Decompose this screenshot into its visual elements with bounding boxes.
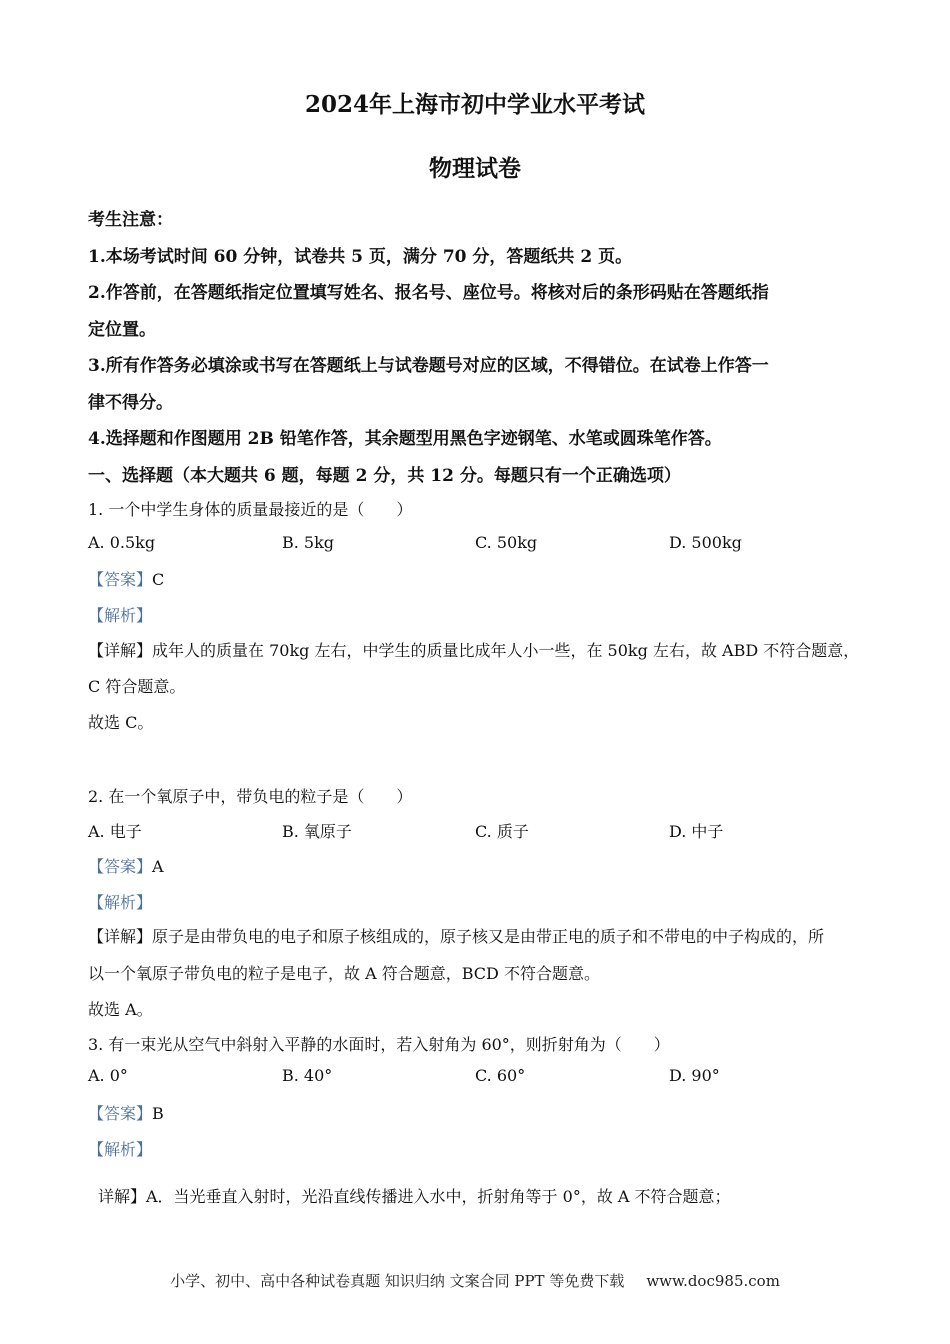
question-stem: 2. 在一个氧原子中，带负电的粒子是（ ） [88,787,413,806]
option-c: C. 50kg [475,533,538,552]
detail-line: C 符合题意。 [88,677,186,696]
question-stem: 1. 一个中学生身体的质量最接近的是（ ） [88,500,413,519]
option-d: D. 中子 [669,822,724,841]
detail-line: 详解】A．当光垂直入射时，光沿直线传播进入水中，折射角等于 0°，故 A 不符合题意； [98,1187,731,1206]
page-subtitle: 物理试卷 [429,155,521,182]
notice-item: 2.作答前，在答题纸指定位置填写姓名、报名号、座位号。将核对后的条形码贴在答题纸指 [88,283,769,303]
answer-tag: 【答案】 [88,570,153,589]
notice-heading: 考生注意： [88,210,173,230]
answer-value: C [152,570,165,589]
option-a: A. 电子 [88,822,142,841]
detail-line: 【详解】原子是由带负电的电子和原子核组成的，原子核又是由带正电的质子和不带电的中子构成的，所 [88,927,825,946]
answer-value: B [152,1104,164,1123]
answer-line [88,567,164,590]
page-footer [0,1270,950,1291]
answer-line [88,1101,164,1124]
conclusion: 故选 A。 [88,1000,153,1019]
analysis-tag: 【解析】 [88,1140,153,1159]
analysis-tag: 【解析】 [88,606,153,625]
analysis-tag: 【解析】 [88,893,153,912]
answer-tag: 【答案】 [88,1104,153,1123]
option-d: D. 500kg [669,533,742,552]
option-b: B. 5kg [282,533,335,552]
option-c: C. 质子 [475,822,529,841]
option-b: B. 氧原子 [282,822,352,841]
notice-item: 1.本场考试时间 60 分钟，试卷共 5 页，满分 70 分，答题纸共 2 页。 [88,247,633,267]
page-title: 2024年上海市初中学业水平考试 [304,91,645,118]
footer-text: 小学、初中、高中各种试卷真题 知识归纳 文案合同 PPT 等免费下载 [170,1272,625,1290]
question-stem: 3. 有一束光从空气中斜射入平静的水面时，若入射角为 60°，则折射角为（ ） [88,1035,670,1054]
detail-line: 【详解】成年人的质量在 70kg 左右，中学生的质量比成年人小一些，在 50kg 左右，故 ABD 不符合题意， [88,641,860,660]
option-d: D. 90° [669,1066,720,1085]
option-b: B. 40° [282,1066,333,1085]
answer-tag: 【答案】 [88,857,153,876]
detail-line: 以一个氧原子带负电的粒子是电子，故 A 符合题意，BCD 不符合题意。 [88,964,600,983]
notice-item: 4.选择题和作图题用 2B 铅笔作答，其余题型用黑色字迹钢笔、水笔或圆珠笔作答。 [88,429,722,449]
notice-item: 定位置。 [88,320,156,340]
answer-line [88,854,164,877]
option-c: C. 60° [475,1066,526,1085]
notice-item: 律不得分。 [88,393,173,413]
conclusion: 故选 C。 [88,713,154,732]
section-heading: 一、选择题（本大题共 6 题，每题 2 分，共 12 分。每题只有一个正确选项） [88,466,681,486]
answer-value: A [152,857,164,876]
option-a: A. 0.5kg [88,533,156,552]
option-a: A. 0° [88,1066,128,1085]
footer-url[interactable]: www.doc985.com [646,1272,780,1290]
notice-item: 3.所有作答务必填涂或书写在答题纸上与试卷题号对应的区域，不得错位。在试卷上作答一 [88,356,769,376]
